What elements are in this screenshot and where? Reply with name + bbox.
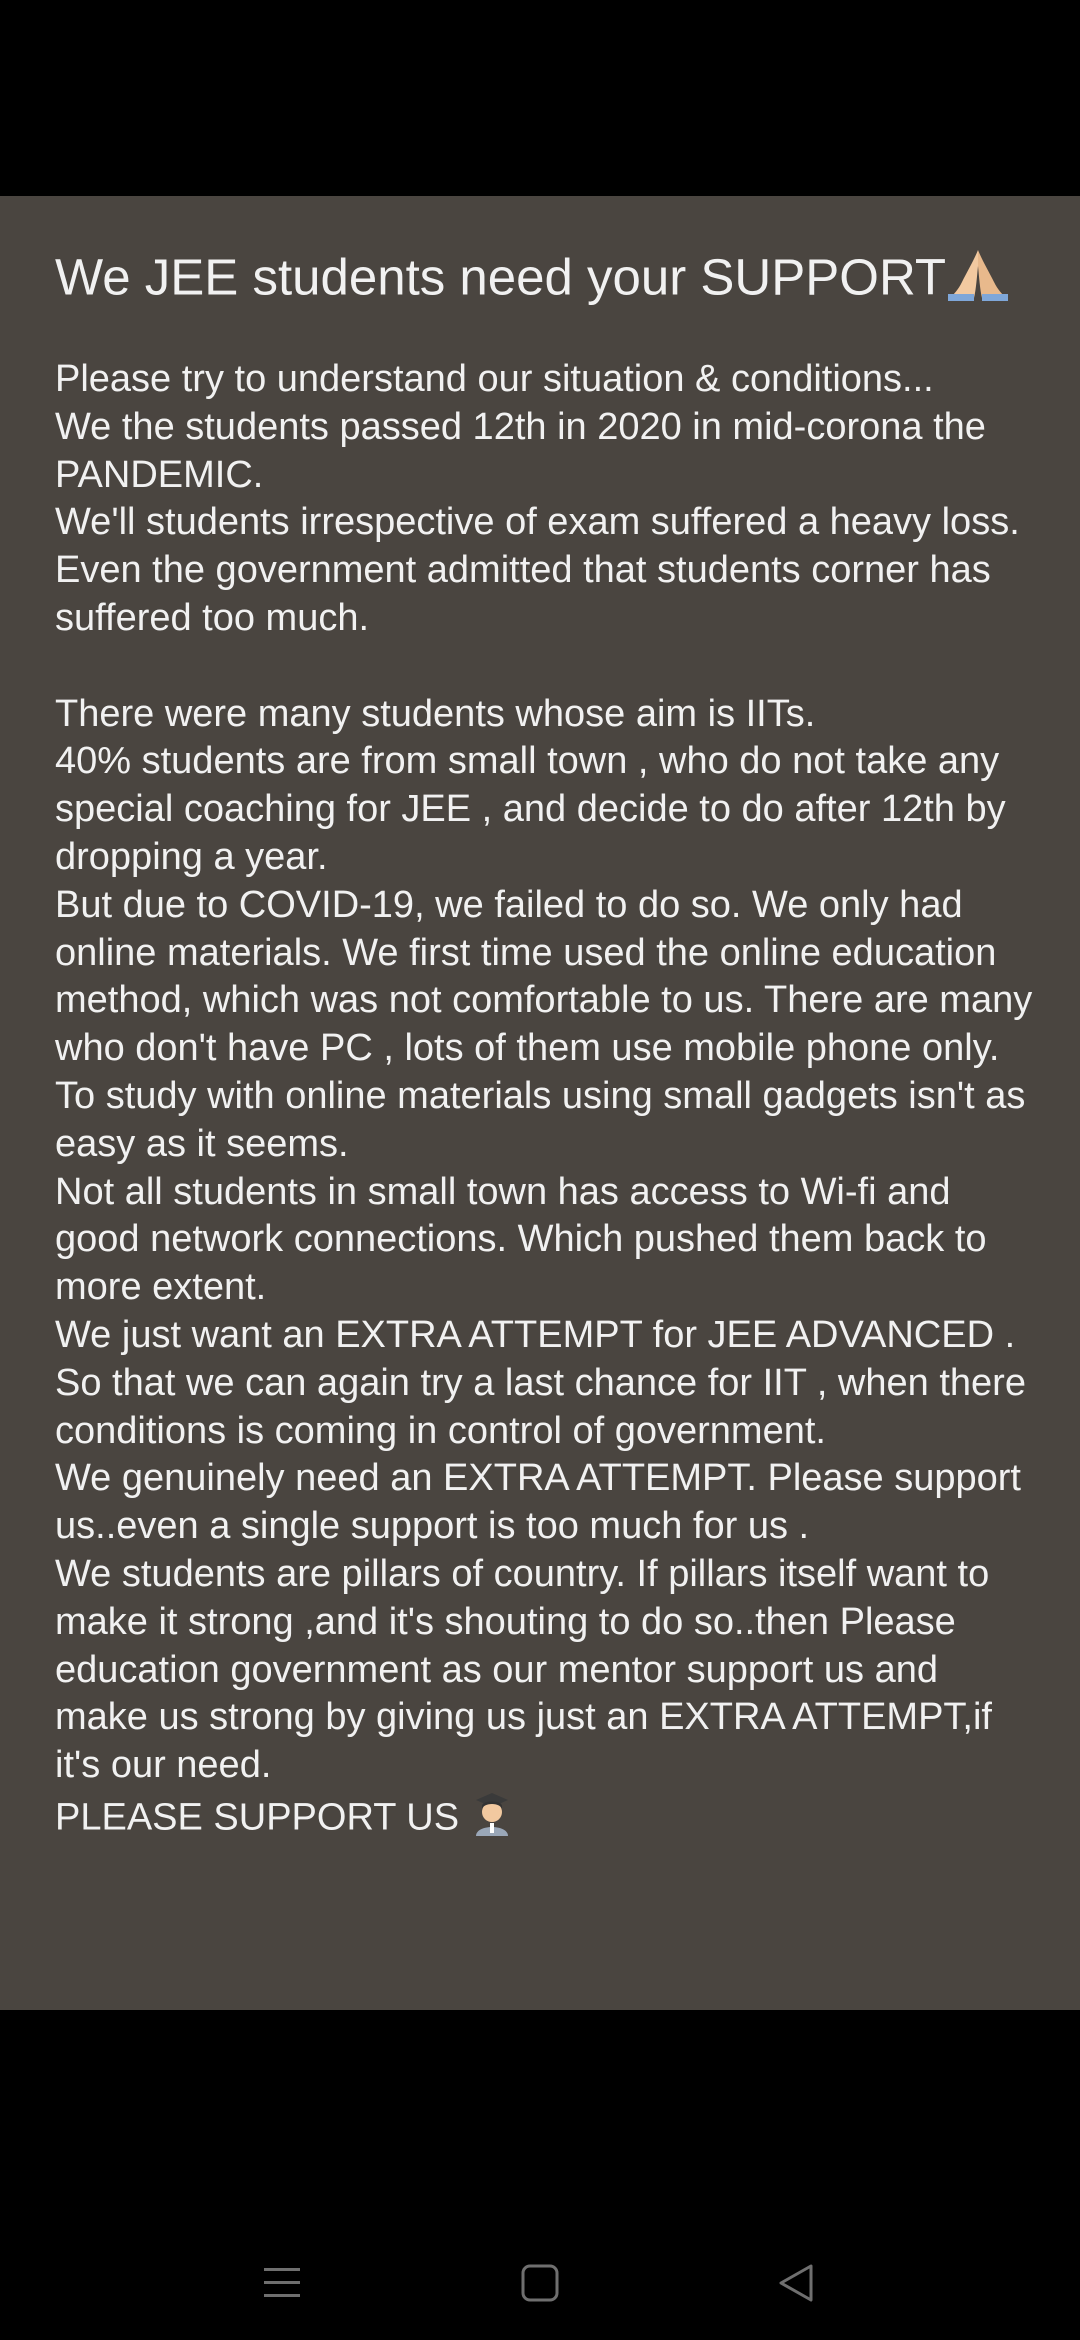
note-title: [55, 246, 1040, 316]
note-closing-line: [55, 1790, 1040, 1849]
student-icon: [470, 1790, 514, 1849]
folded-hands-icon: [946, 246, 1010, 316]
square-icon: [520, 2263, 560, 2308]
note-paragraph: We'll students irrespective of exam suffered a heavy loss. Even the government admitted that students corner has suffered too much.: [55, 501, 1020, 639]
note-body: [55, 356, 1040, 1849]
note-paragraph: We students are pillars of country. If pillars itself want to make it strong ,and it's shouting to do so..then Please education government as our mentor support us and make us strong by giving us just an EXTRA ATTEMPT,if it's our need.: [55, 1552, 992, 1787]
navigation-bar: [0, 2010, 1080, 2340]
note-paragraph: 40% students are from small town , who do not take any special coaching for JEE , and decide to do after 12th by dropping a year.: [55, 740, 1006, 878]
note-paragraph: Please try to understand our situation & conditions...: [55, 358, 934, 400]
note-card: [0, 196, 1080, 2010]
back-button[interactable]: [751, 2245, 841, 2325]
note-closing-text: PLEASE SUPPORT US: [55, 1796, 460, 1839]
note-paragraph: We the students passed 12th in 2020 in mid-corona the PANDEMIC.: [55, 405, 986, 496]
note-paragraph: We genuinely need an EXTRA ATTEMPT. Please support us..even a single support is too much for us .: [55, 1457, 1021, 1548]
status-bar-area: [0, 0, 1080, 196]
note-blank-line: [55, 643, 1040, 691]
note-paragraph: We just want an EXTRA ATTEMPT for JEE ADVANCED . So that we can again try a last chance for IIT , when there conditions is coming in control of government.: [55, 1313, 1026, 1452]
back-triangle-icon: [776, 2262, 816, 2309]
note-title-text: We JEE students need your SUPPORT: [55, 248, 947, 306]
note-paragraph: Not all students in small town has access to Wi-fi and good network connections. Which pushed them back to more extent.: [55, 1170, 987, 1309]
recent-apps-button[interactable]: [237, 2245, 327, 2325]
menu-lines-icon: [262, 2266, 302, 2305]
home-button[interactable]: [495, 2245, 585, 2325]
note-paragraph: There were many students whose aim is IITs.: [55, 692, 816, 735]
note-paragraph: But due to COVID-19, we failed to do so. We only had online materials. We first time used the online education method, which was not comfortable to us. There are many who don't have PC , lots of them use mobile phone only. To study with online materials using small gadgets isn't as easy as it seems.: [55, 883, 1033, 1165]
